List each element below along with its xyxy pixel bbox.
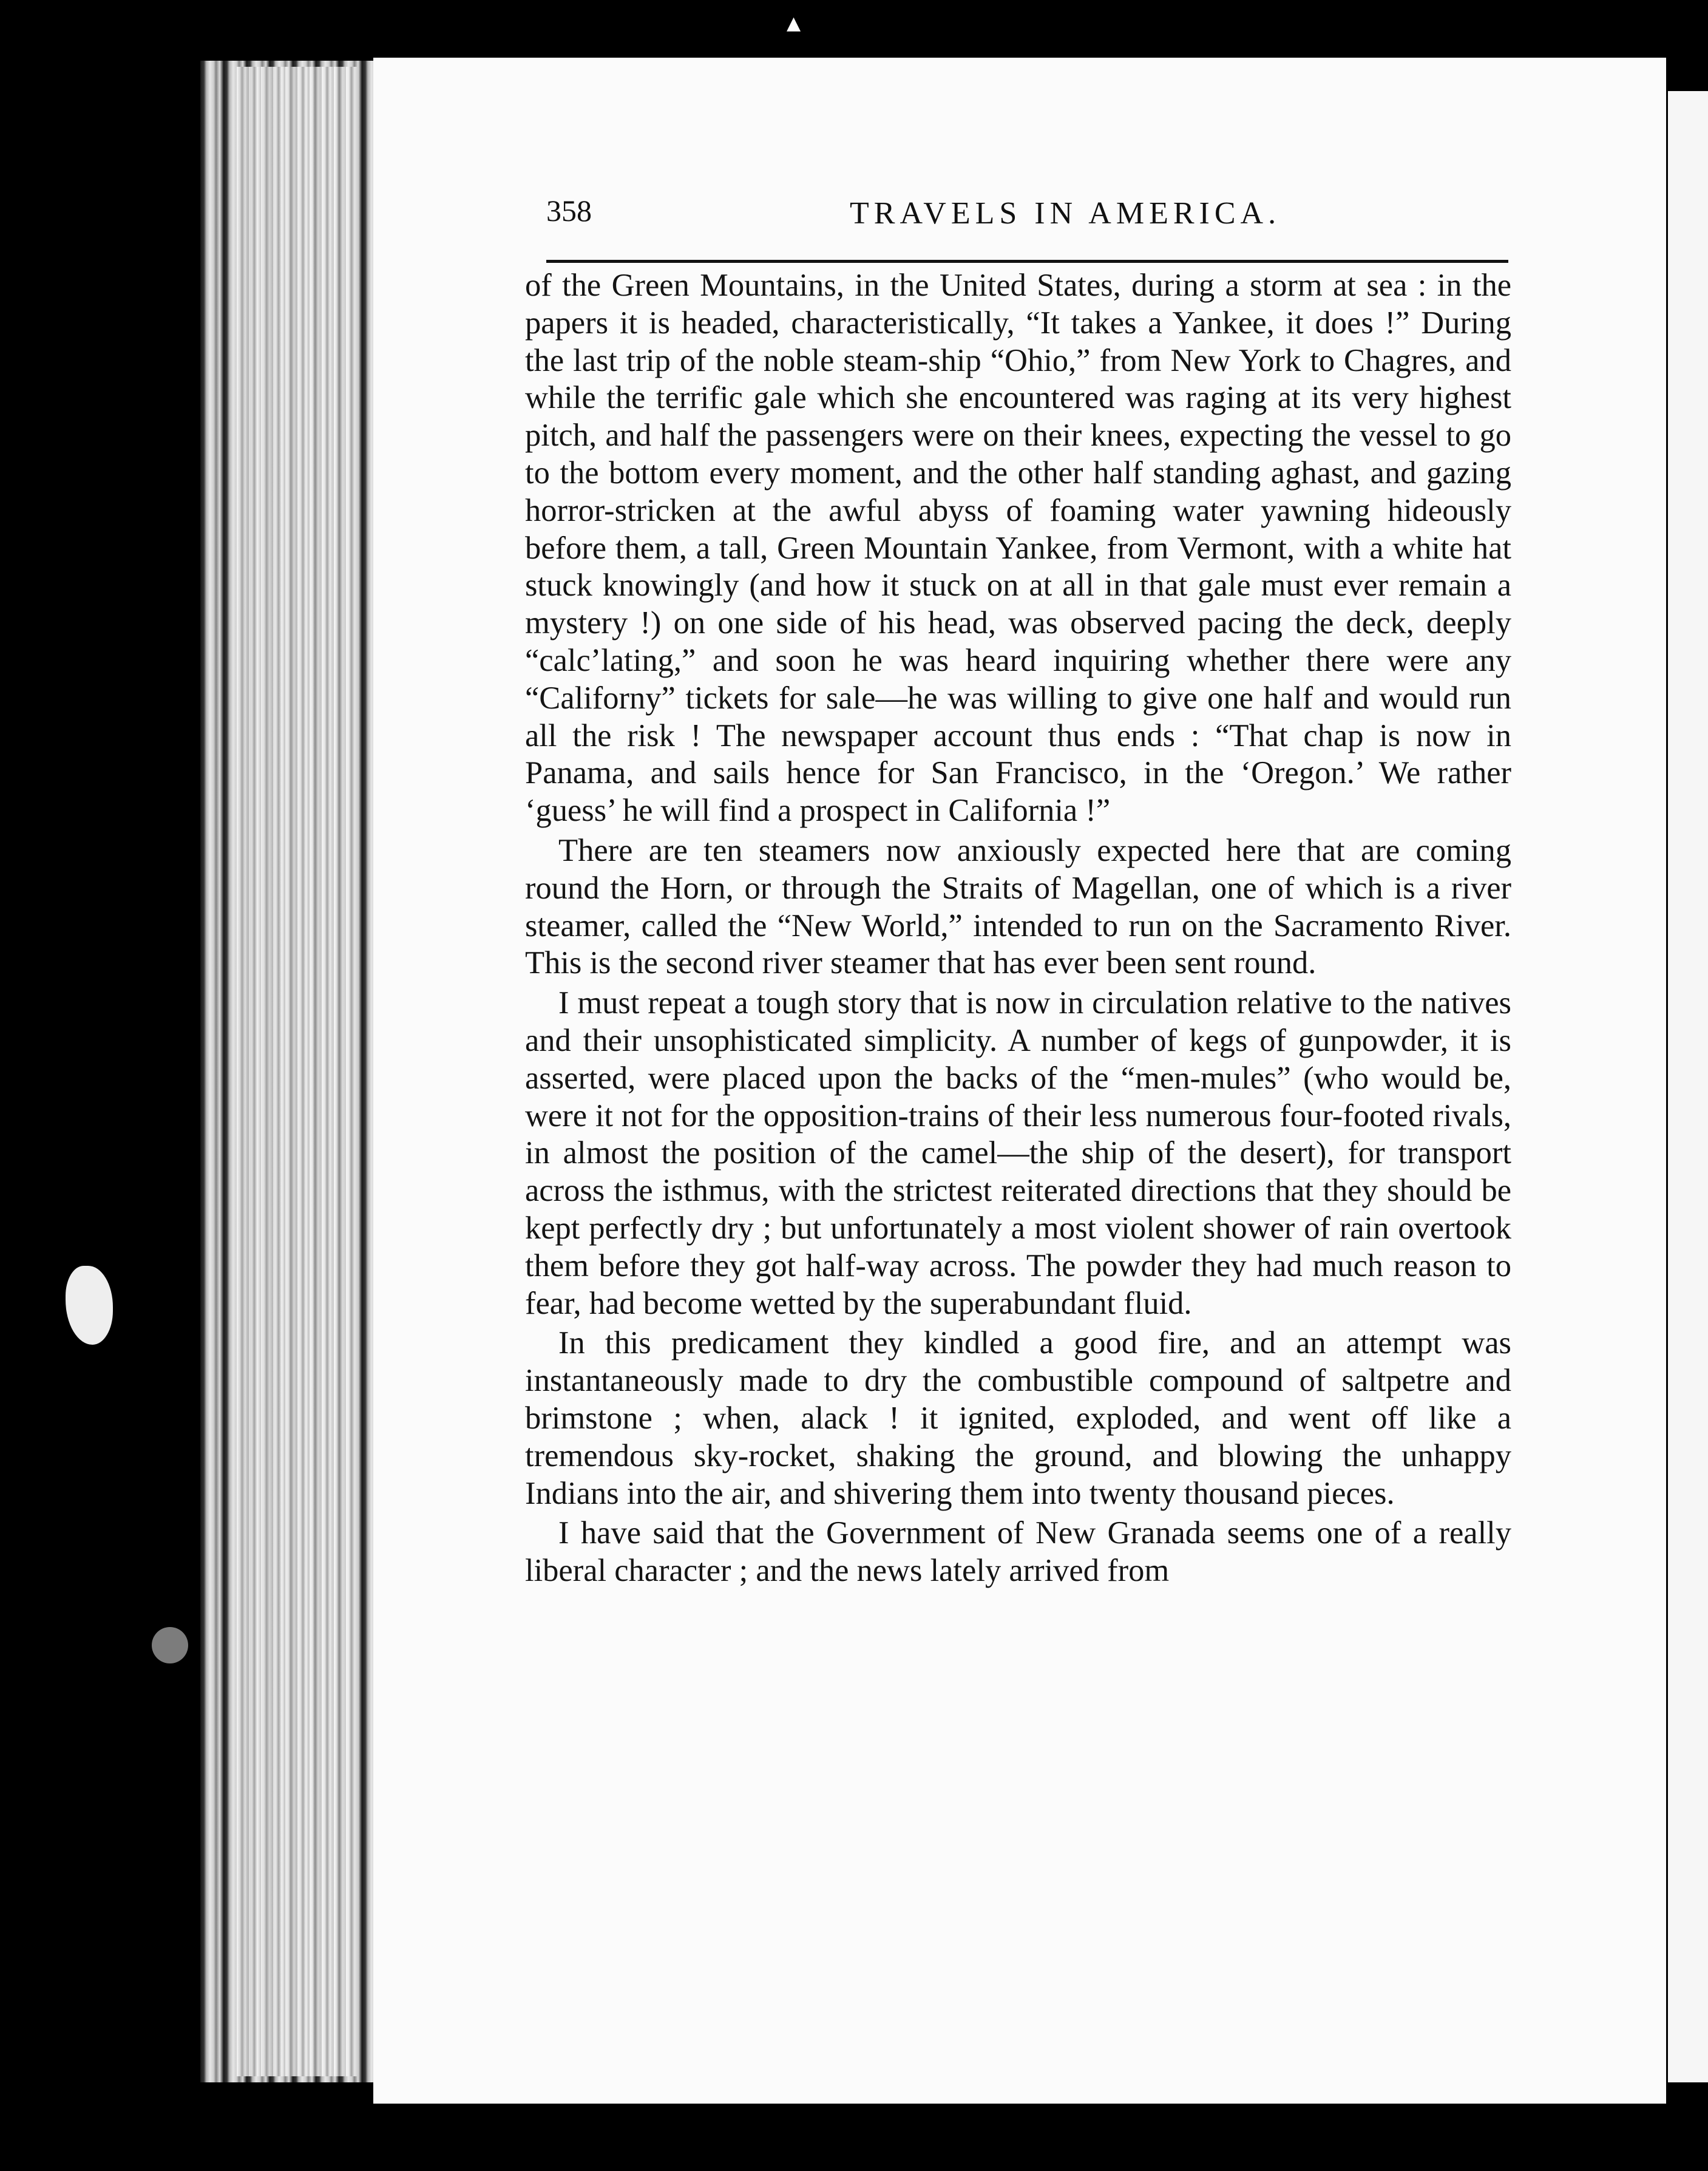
body-text: [525, 267, 1511, 1590]
page-number: 358: [546, 194, 592, 228]
running-head: TRAVELS IN AMERICA.: [850, 196, 1281, 231]
paragraph: I must repeat a tough story that is now in circulation relative to the natives and their unsophisticated simplicity. A number of kegs of gunpowder, it is asserted, were placed upon the backs of the “men-mules” (who would be, were it not for the opposition-trains of their less numerous four-footed rivals, in almost the position of the camel—the ship of the desert), for transport across the isthmus, with the strictest reiterated directions that they should be kept perfectly dry ; but unfortunately a most violent shower of rain overtook them before they got half-way across. The powder they had much reason to fear, had become wetted by the superabundant fluid.: [525, 985, 1511, 1321]
scan-registration-mark: ▲: [787, 13, 801, 34]
page-header: [546, 182, 1508, 237]
paragraph: In this predicament they kindled a good fire, and an attempt was instantaneously made to dry the combustible compound of saltpetre and brimstone ; when, alack ! it ignited, exploded, and went off like a tremendous sky-rocket, shaking the ground, and blowing the unhappy Indians into the air, and shivering them into twenty thousand pieces.: [525, 1325, 1511, 1511]
paper-tear-mark: [66, 1266, 113, 1345]
facing-page-edge: [1668, 91, 1708, 2082]
paragraph: There are ten steamers now anxiously expected here that are coming round the Horn, or through the Straits of Magellan, one of which is a river steamer, called the “New World,” intended to run on the Sacramento River. This is the second river steamer that has ever been sent round.: [525, 832, 1511, 981]
paragraph: I have said that the Government of New Granada seems one of a really liberal character ; and the news lately arrived from: [525, 1515, 1511, 1589]
book-leaf-edges-inner: [237, 67, 358, 2076]
ink-blot: [152, 1627, 188, 1663]
header-rule: [546, 260, 1508, 263]
paragraph: of the Green Mountains, in the United States, during a storm at sea : in the papers it is headed, characteristically, “It takes a Yankee, it does !” During the last trip of the noble steam-ship “Ohio,” from New York to Chagres, and while the terrific gale which she encountered was raging at its very highest pitch, and half the passengers were on their knees, expecting the vessel to go to the bottom every moment, and the other half standing aghast, and gazing horror-stricken at the awful abyss of foaming water yawning hideously before them, a tall, Green Mountain Yankee, from Vermont, with a white hat stuck knowingly (and how it stuck on at all in that gale must ever remain a mystery !) on one side of his head, was observed pacing the deck, deeply “calc’lating,” and soon he was heard inquiring whether there were any “Californy” tickets for sale—he was willing to give one half and would run all the risk ! The newspaper account thus ends : “That chap is now in Panama, and sails hence for San Francisco, in the ‘Oregon.’ We rather ‘guess’ he will find a prospect in California !”: [525, 268, 1511, 829]
